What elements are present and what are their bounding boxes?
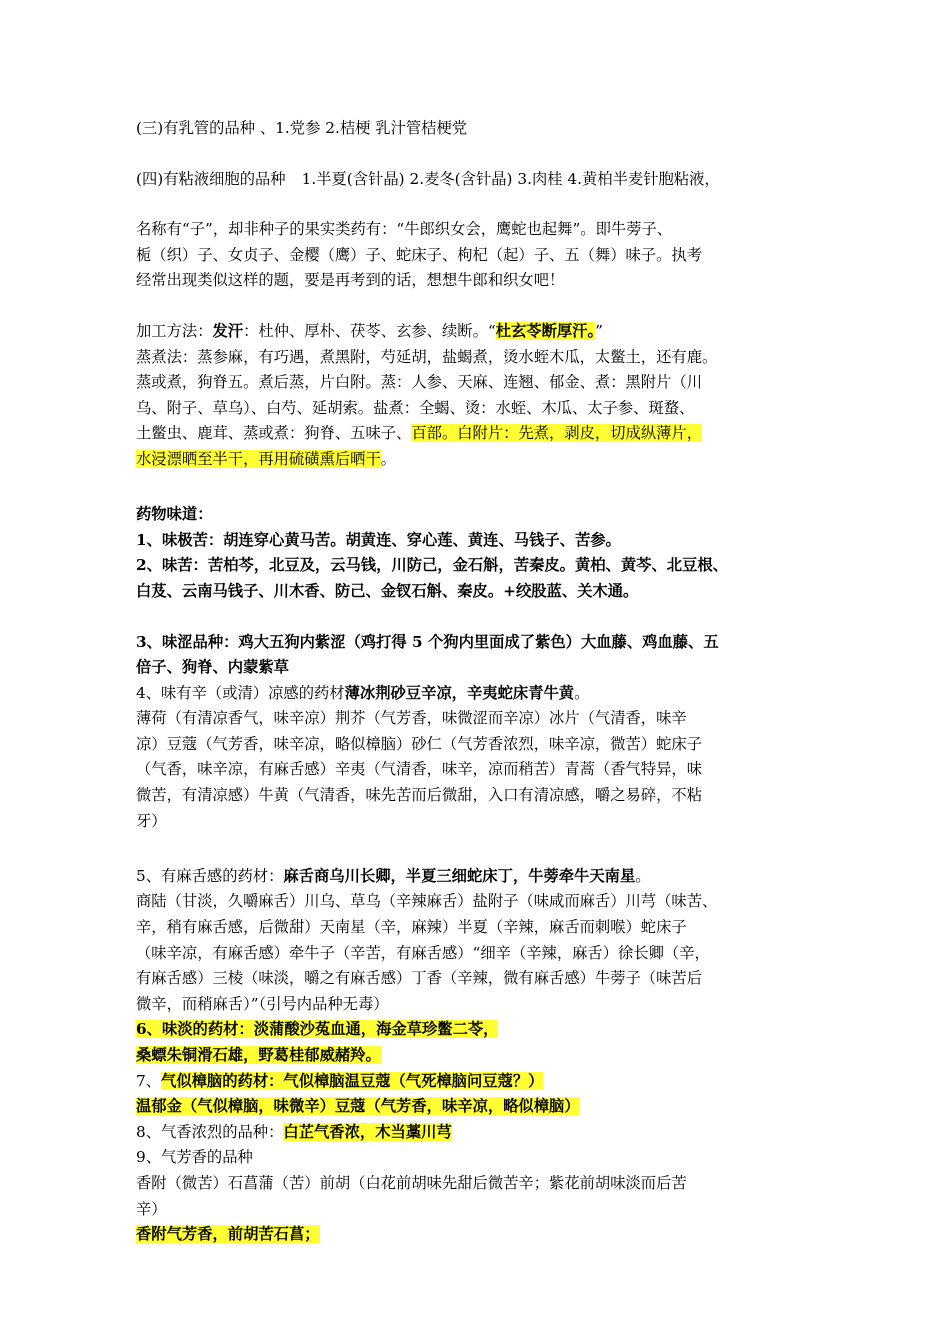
fragrant-line-1: 香附（微苦）石菖蒲（苦）前胡（白花前胡味先甜后微苦辛；紫花前胡味淡而后苦 [136, 1173, 687, 1192]
camphor-line-2 [136, 1094, 816, 1120]
sweating-term: 发汗 [212, 321, 244, 340]
strong-aroma-line: 8、气香浓烈的品种：白芷气香浓，木当藁川芎 [136, 1122, 452, 1141]
bland-mnemonic-2: 桑螵朱铜滑石雄，野葛桂郁威赭羚。 [136, 1046, 381, 1064]
processing-line-5: 土鳖虫、鹿茸、蒸或煮：狗脊、五味子、百部。白附片：先煮，剥皮，切成纵薄片， [136, 424, 703, 443]
zi-line-3: 经常出现类似这样的题，要是再考到的话，想想牛郎和织女吧！ [136, 271, 565, 290]
processing-paragraph [136, 319, 816, 473]
taste-line-3: 白芨、云南马钱子、川木香、防己、金钗石斛、秦皮。+绞股蓝、关木通。 [136, 581, 639, 600]
zi-line-1: 名称有“子”，却非种子的果实类药有：“牛郎织女会，鹰蛇也起舞”。即牛蒡子、 [136, 220, 673, 239]
cool-mnemonic: 薄冰荆砂豆辛凉，辛夷蛇床青牛黄 [344, 683, 575, 702]
cool-line-3: （气香，味辛凉，有麻舌感）辛夷（气清香，味辛，凉而稍苦）青蒿（香气特异，味 [136, 760, 702, 779]
numbing-line-3: （味辛凉，有麻舌感）牵牛子（辛苦，有麻舌感）“细辛（辛辣，麻舌）徐长卿（辛， [136, 943, 710, 962]
numbing-line-4: 有麻舌感）三棱（味淡，嚼之有麻舌感）丁香（辛辣，微有麻舌感）牛蒡子（味苦后 [136, 969, 702, 988]
camphor-mnemonic: 气似樟脑的药材：气似樟脑温豆蔻（气死樟脑问豆蔻？） [161, 1071, 544, 1090]
laticifer-line [136, 116, 816, 142]
zi-fruit-paragraph [136, 217, 816, 294]
cool-line-2: 凉）豆蔻（气芳香，味辛凉，略似樟脑）砂仁（气芳香浓烈，味辛凉，微苦）蛇床子 [136, 734, 702, 753]
processing-line-1: 加工方法：发汗：杜仲、厚朴、茯苓、玄参、续断。“杜玄苓断厚汗。” [136, 321, 603, 340]
astringent-line-1: 3、味涩品种：鸡大五狗内紫涩（鸡打得 5 个狗内里面成了紫色）大血藤、鸡血藤、五 [136, 632, 719, 651]
numbing-line-1: 商陆（甘淡，久嚼麻舌）川乌、草乌（辛辣麻舌）盐附子（味咸而麻舌）川芎（味苦、 [136, 892, 718, 911]
bland-line-2 [136, 1043, 816, 1069]
mucilage-line [136, 167, 816, 193]
astringent-line-2: 倍子、狗脊、内蒙紫草 [136, 658, 289, 677]
cool-line-1: 薄荷（有清凉香气，味辛凉）荆芥（气芳香，味微涩而辛凉）冰片（气清香，味辛 [136, 709, 687, 728]
baifupian-highlight-1: 百部。白附片：先煮，剥皮，切成纵薄片， [411, 424, 703, 443]
taste-section [136, 502, 816, 604]
bland-mnemonic-1: 6、味淡的药材：淡蒲酸沙菟血通，海金草珍鳖二苓， [136, 1020, 499, 1039]
cool-line-5: 牙） [136, 811, 167, 830]
fragrant-mnemonic: 香附气芳香，前胡苦石菖； [136, 1225, 320, 1244]
numbing-section [136, 864, 816, 1248]
numbing-line-2: 辛，稍有麻舌感，后微甜）天南星（辛，麻辣）半夏（辛辣，麻舌而刺喉）蛇床子 [136, 918, 687, 937]
baifupian-highlight-2: 水浸漂晒至半干，再用硫磺熏后晒干 [136, 449, 381, 468]
processing-line-2: 蒸煮法：蒸参麻，有巧遇，煮黑附，芍延胡，盐蝎煮，烫水蛭木瓜，太鳖土，还有鹿。 [136, 347, 718, 366]
camphor-line-1: 7、气似樟脑的药材：气似樟脑温豆蔻（气死樟脑问豆蔻？） [136, 1071, 544, 1090]
document-page [136, 116, 816, 1248]
astringent-cool-section [136, 630, 816, 835]
numbing-heading-line: 5、有麻舌感的药材：麻舌商乌川长卿，半夏三细蛇床丁，牛蒡牵牛天南星。 [136, 866, 651, 885]
cool-heading-line: 4、味有辛（或清）凉感的药材薄冰荆砂豆辛凉，辛夷蛇床青牛黄。 [136, 683, 590, 702]
taste-line-1: 1、味极苦：胡连穿心黄马苦。胡黄连、穿心莲、黄连、马钱子、苦参。 [136, 530, 621, 549]
processing-line-6: 水浸漂晒至半干，再用硫磺熏后晒干。 [136, 449, 397, 468]
bland-line-1 [136, 1017, 816, 1043]
mucilage-heading: (四)有粘液细胞的品种 [136, 169, 286, 188]
fragrant-heading: 9、气芳香的品种 [136, 1148, 253, 1167]
strong-aroma-mnemonic: 白芷气香浓，木当藁川芎 [283, 1122, 452, 1141]
fragrant-mnemonic-line [136, 1222, 816, 1248]
mucilage-items: 1.半夏(含针晶) 2.麦冬(含针晶) 3.肉桂 4.黄柏半麦针胞粘液， [301, 169, 720, 188]
cool-line-4: 微苦，有清凉感）牛黄（气清香，味先苦而后微甜，入口有清凉感，嚼之易碎，不粘 [136, 786, 702, 805]
numbing-line-5: 微辛，而稍麻舌）”（引号内品种无毒） [136, 994, 389, 1013]
processing-line-4: 乌、附子、草乌）、白芍、延胡索。盐煮：全蝎、烫：水蛭、木瓜、太子参、斑蝥、 [136, 398, 695, 417]
sweating-mnemonic: 杜玄苓断厚汗。 [495, 321, 596, 340]
taste-line-2: 2、味苦：苦柏芩，北豆及，云马钱，川防己，金石斛，苦秦皮。黄柏、黄芩、北豆根、 [136, 556, 728, 575]
processing-line-3: 蒸或煮，狗脊五。煮后蒸，片白附。蒸：人参、天麻、连翘、郁金、煮：黑附片（川 [136, 373, 702, 392]
camphor-detail: 温郁金（气似樟脑，味微辛）豆蔻（气芳香，味辛凉，略似樟脑） [136, 1097, 580, 1116]
zi-line-2: 栀（织）子、女贞子、金樱（鹰）子、蛇床子、枸杞（起）子、五（舞）味子。执考 [136, 245, 702, 264]
fragrant-line-2: 辛） [136, 1199, 167, 1218]
numbing-mnemonic: 麻舌商乌川长卿，半夏三细蛇床丁，牛蒡牵牛天南星 [283, 866, 636, 885]
taste-title: 药物味道： [136, 505, 213, 524]
laticifer-text: (三)有乳管的品种 、1.党参 2.桔梗 乳汁管桔梗党 [136, 119, 468, 137]
